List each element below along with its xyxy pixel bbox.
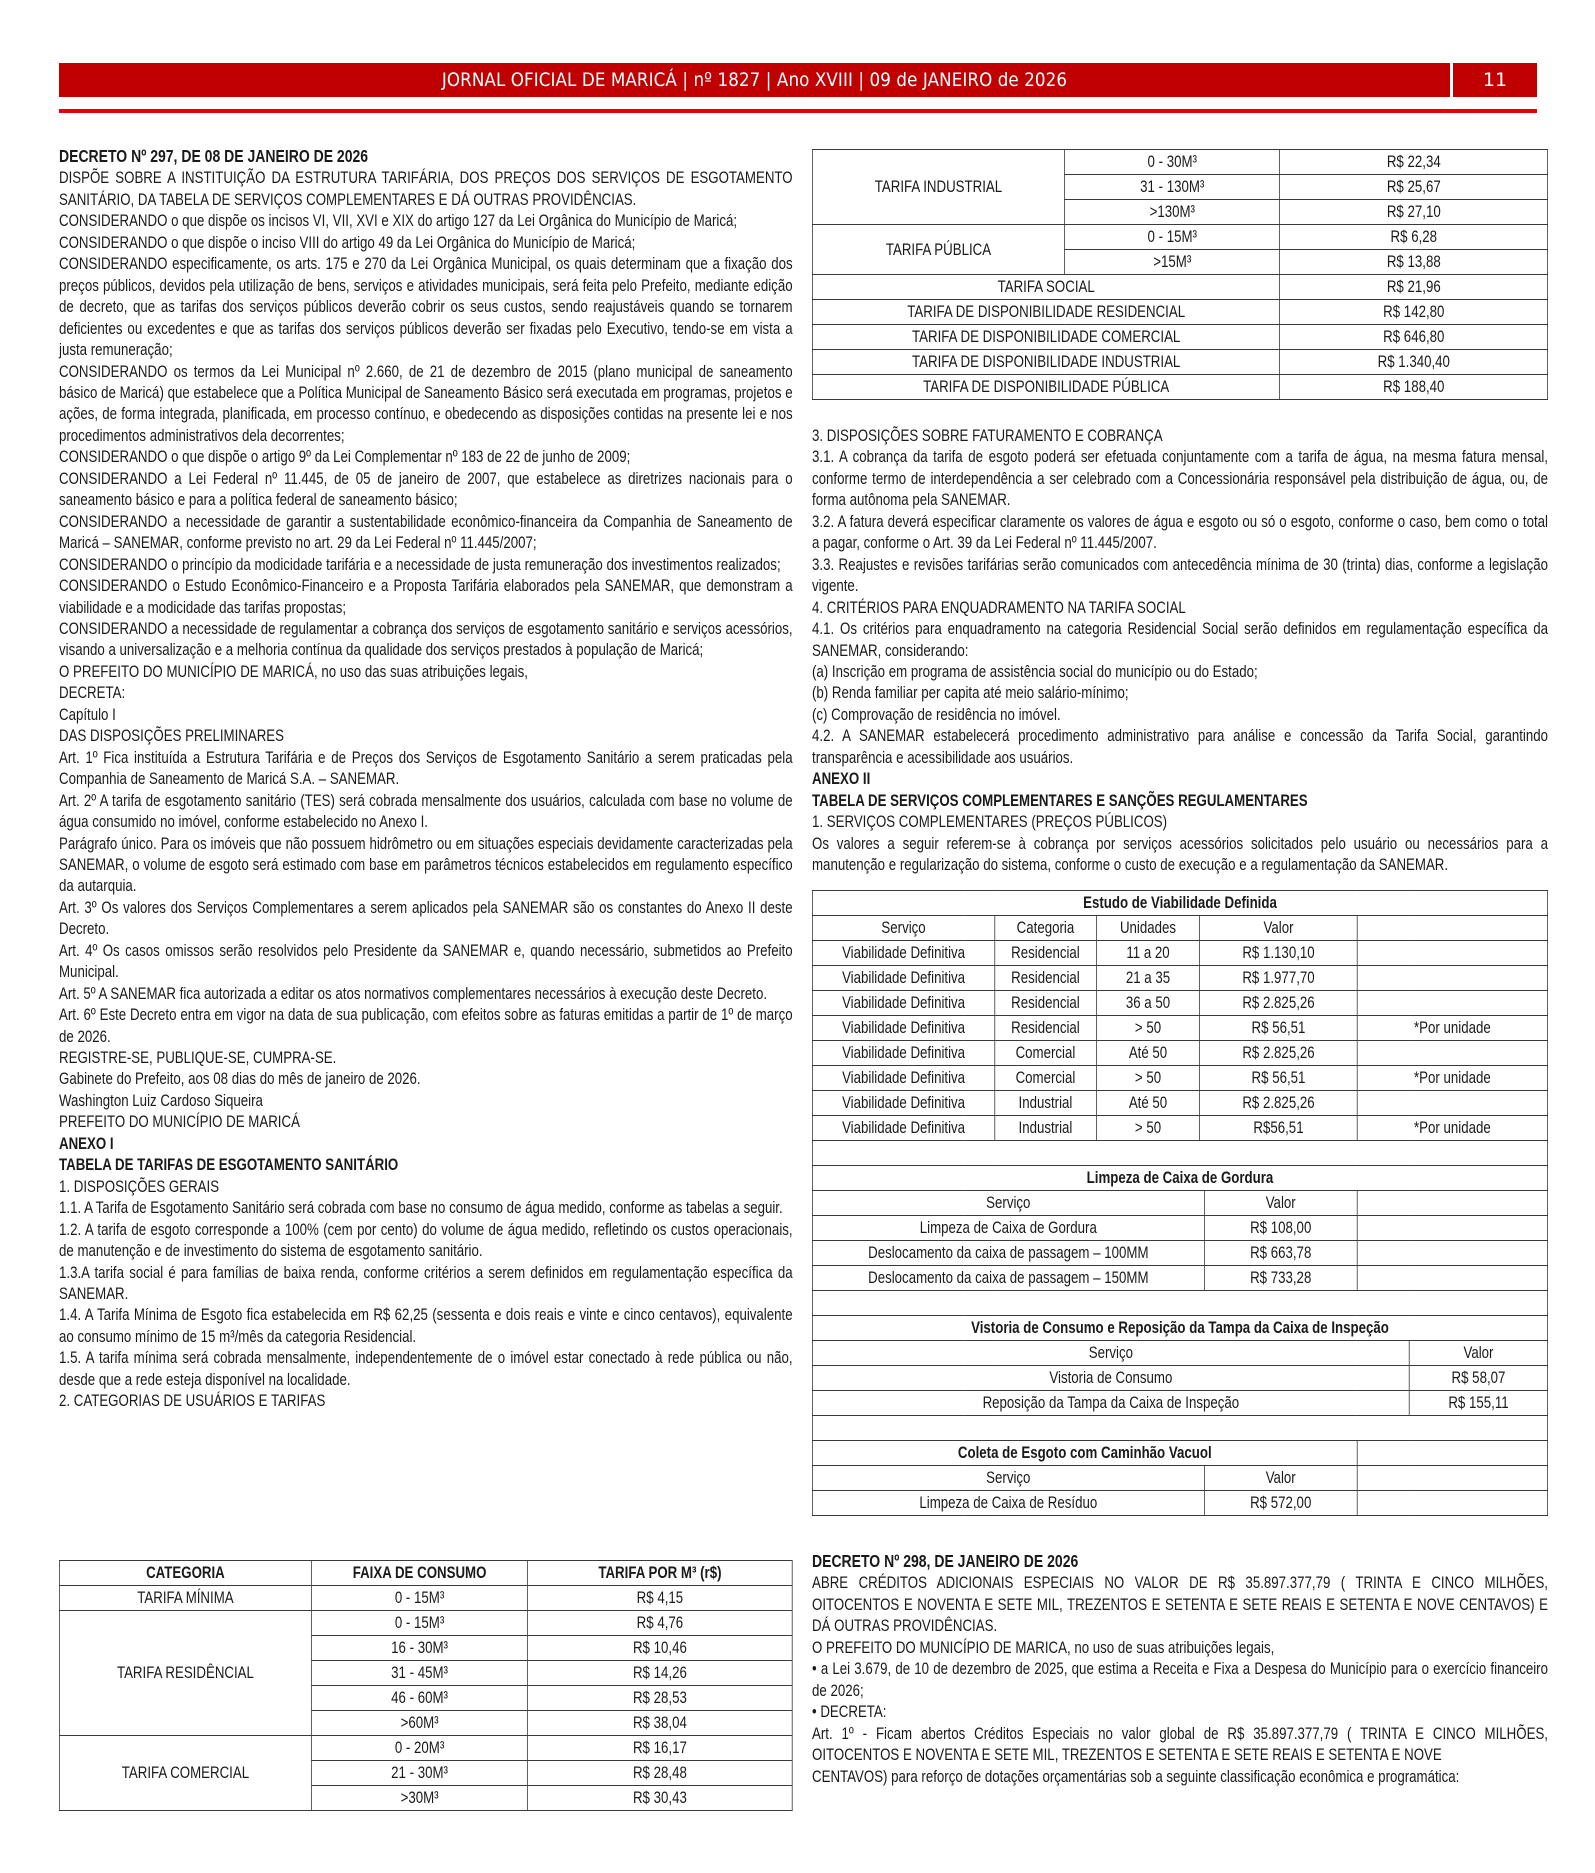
value-cell: R$ 28,53	[528, 1686, 793, 1711]
category-cell: TARIFA INDUSTRIAL	[812, 150, 1064, 225]
value-cell: R$ 16,17	[528, 1736, 793, 1761]
value-cell: R$ 572,00	[1204, 1491, 1357, 1516]
range-cell: 0 - 30M³	[1065, 150, 1280, 175]
paragraph: Art. 1º - Ficam abertos Créditos Especiais no valor global de R$ 35.897.377,79 ( TRINTA E CINCO MILHÕES, OITOCENTOS E NOVENTA E SETE MIL, TREZENTOS E SETENTA E SETE REAIS E SETENTA E NOVE	[812, 1723, 1548, 1765]
paragraph: CONSIDERANDO o princípio da modicidade tarifária e a necessidade de justa remuneração dos investimentos realizados;	[59, 554, 781, 574]
paragraph: REGISTRE-SE, PUBLIQUE-SE, CUMPRA-SE.	[59, 1048, 337, 1068]
paragraph: • a Lei 3.679, de 10 de dezembro de 2025, que estima a Receita e Fixa a Despesa do Município para o exercício financeiro de 2026;	[812, 1659, 1548, 1700]
annex-1-title: TABELA DE TARIFAS DE ESGOTAMENTO SANITÁRIO	[59, 1155, 399, 1175]
table-row	[812, 966, 1547, 991]
column-header: Serviço	[812, 1466, 1204, 1491]
category-cell: Comercial	[995, 1041, 1096, 1066]
section-title-row	[812, 1166, 1547, 1191]
service-cell: Deslocamento da caixa de passagem – 100MM	[812, 1241, 1204, 1266]
units-cell: 21 a 35	[1096, 966, 1200, 991]
empty-cell	[1357, 1216, 1547, 1241]
note-cell	[1357, 941, 1547, 966]
paragraph: CONSIDERANDO especificamente, os arts. 175 e 270 da Lei Orgânica Municipal, os quais determinam que a fixação dos preços públicos, devidos pela utilização de bens, serviços e atividades municipais, será feita pelo Prefeito, mediante edição de decreto, que as tarifas dos serviços públicos deverão cobrir os seus custos, sendo reajustáveis quando se tornarem deficientes ou excedentes e que as tarifas dos serviços públicos deverão ser fixadas pelo Executivo, tendo-se em vista a justa remuneração;	[59, 254, 793, 360]
value-cell: R$ 142,80	[1280, 300, 1548, 325]
range-cell: 0 - 15M³	[311, 1586, 527, 1611]
signatory-name: Washington Luiz Cardoso Siqueira	[59, 1090, 263, 1110]
section-title: Estudo de Viabilidade Definida	[812, 891, 1547, 916]
value-cell: R$ 10,46	[528, 1636, 793, 1661]
paragraph: O PREFEITO DO MUNICÍPIO DE MARICA, no uso de suas atribuições legais,	[812, 1637, 1275, 1657]
service-cell: Limpeza de Caixa de Resíduo	[812, 1491, 1204, 1516]
paragraph: 2. CATEGORIAS DE USUÁRIOS E TARIFAS	[59, 1391, 326, 1411]
service-cell: Viabilidade Definitiva	[812, 966, 994, 991]
units-cell: 36 a 50	[1096, 991, 1200, 1016]
left-column	[59, 146, 793, 1412]
paragraph: CENTAVOS) para reforço de dotações orçamentárias sob a seguinte classificação econômica e programática:	[812, 1766, 1460, 1786]
paragraph: DISPÕE SOBRE A INSTITUIÇÃO DA ESTRUTURA TARIFÁRIA, DOS PREÇOS DOS SERVIÇOS DE ESGOTAMENTO SANITÁRIO, DA TABELA DE SERVIÇOS COMPLEMENTARES E DÁ OUTRAS PROVIDÊNCIAS.	[59, 168, 793, 209]
value-cell: R$ 2.825,26	[1200, 991, 1357, 1016]
spacer-row	[812, 1416, 1547, 1441]
note-cell: *Por unidade	[1357, 1116, 1547, 1141]
category-cell: Residencial	[995, 1016, 1096, 1041]
empty-cell	[1357, 1441, 1547, 1466]
paragraph: 1.4. A Tarifa Mínima de Esgoto fica estabelecida em R$ 62,25 (sessenta e dois reais e vinte e cinco centavos), equivalente ao consumo mínimo de 15 m³/mês da categoria Residencial.	[59, 1305, 793, 1346]
empty-cell	[812, 1416, 1547, 1441]
table-row	[812, 150, 1547, 175]
range-cell: 0 - 15M³	[311, 1611, 527, 1636]
column-header: Valor	[1204, 1191, 1357, 1216]
table-row	[812, 300, 1547, 325]
note-cell	[1357, 966, 1547, 991]
paragraph: CONSIDERANDO os termos da Lei Municipal nº 2.660, de 21 de dezembro de 2015 (plano municipal de saneamento básico de Maricá) que estabelece que a Política Municipal de Saneamento Básico será executada em programas, projetos e ações, de forma integrada, planificada, em processo contínuo, e obedecendo as disposições contidas na presente lei e nos procedimentos administrativos dela decorrentes;	[59, 361, 793, 445]
value-cell: R$ 1.977,70	[1200, 966, 1357, 991]
category-cell: TARIFA DE DISPONIBILIDADE PÚBLICA	[812, 375, 1280, 400]
spacer-row	[812, 1141, 1547, 1166]
paragraph: DAS DISPOSIÇÕES PRELIMINARES	[59, 726, 284, 746]
table-row	[812, 1491, 1547, 1516]
category-cell: TARIFA DE DISPONIBILIDADE RESIDENCIAL	[812, 300, 1280, 325]
paragraph: 1. SERVIÇOS COMPLEMENTARES (PREÇOS PÚBLICOS)	[812, 812, 1168, 832]
page-number: 11	[1453, 63, 1537, 97]
category-cell: Industrial	[995, 1116, 1096, 1141]
service-cell: Limpeza de Caixa de Gordura	[812, 1216, 1204, 1241]
decree-298-title: DECRETO Nº 298, DE JANEIRO DE 2026	[812, 1551, 1079, 1571]
column-header: FAIXA DE CONSUMO	[311, 1561, 527, 1586]
decree-298	[812, 1551, 1548, 1787]
paragraph: CONSIDERANDO o que dispõe os incisos VI, VII, XVI e XIX do artigo 127 da Lei Orgânica do Município de Maricá;	[59, 211, 738, 231]
table-row	[812, 1266, 1547, 1291]
value-cell: R$ 30,43	[528, 1786, 793, 1811]
value-cell: R$ 4,15	[528, 1586, 793, 1611]
paragraph: CONSIDERANDO o que dispõe o inciso VIII do artigo 49 da Lei Orgânica do Município de Maricá;	[59, 232, 636, 252]
paragraph: (b) Renda familiar per capita até meio salário-mínimo;	[812, 683, 1129, 703]
units-cell: > 50	[1096, 1116, 1200, 1141]
table-row	[812, 1041, 1547, 1066]
table-row	[59, 1586, 792, 1611]
units-cell: > 50	[1096, 1016, 1200, 1041]
column-header	[1357, 1466, 1547, 1491]
value-cell: R$ 188,40	[1280, 375, 1548, 400]
category-cell: TARIFA RESIDÊNCIAL	[59, 1611, 311, 1736]
masthead-rule	[59, 109, 1537, 113]
table-header-row	[812, 1191, 1547, 1216]
value-cell: R$ 4,76	[528, 1611, 793, 1636]
value-cell: R$ 1.130,10	[1200, 941, 1357, 966]
paragraph: DECRETA:	[59, 683, 126, 703]
paragraph: CONSIDERANDO o que dispõe o artigo 9º da Lei Complementar nº 183 de 22 de junho de 2009;	[59, 447, 631, 467]
annex-1-label: ANEXO I	[59, 1133, 114, 1153]
paragraph: CONSIDERANDO a necessidade de regulamentar a cobrança dos serviços de esgotamento sanitário e serviços acessórios, visando a universalização e a melhoria contínua da qualidade dos serviços prestados à população de Maricá;	[59, 618, 793, 660]
table-header-row	[812, 1341, 1547, 1366]
column-header: Valor	[1200, 916, 1357, 941]
paragraph: 1.2. A tarifa de esgoto corresponde a 100% (cem por cento) do volume de água medido, refletindo os custos operacionais, de manutenção e de investimento do sistema de esgotamento sanitário.	[59, 1219, 793, 1261]
value-cell: R$ 2.825,26	[1200, 1041, 1357, 1066]
table-row	[812, 1241, 1547, 1266]
paragraph: Art. 3º Os valores dos Serviços Complementares a serem aplicados pela SANEMAR são os constantes do Anexo II deste Decreto.	[59, 897, 793, 939]
paragraph: Art. 5º A SANEMAR fica autorizada a editar os atos normativos complementares necessários à execução deste Decreto.	[59, 983, 768, 1003]
paragraph: 3. DISPOSIÇÕES SOBRE FATURAMENTO E COBRANÇA	[812, 426, 1163, 445]
table-row	[812, 350, 1547, 375]
category-cell: Residencial	[995, 966, 1096, 991]
paragraph: Capítulo I	[59, 704, 116, 724]
paragraph: CONSIDERANDO o Estudo Econômico-Financeiro e a Proposta Tarifária elaborados pela SANEMAR, que demonstram a viabilidade e a modicidade das tarifas propostas;	[59, 576, 793, 617]
column-header: TARIFA POR M³ (r$)	[528, 1561, 793, 1586]
service-cell: Viabilidade Definitiva	[812, 1041, 994, 1066]
range-cell: 46 - 60M³	[311, 1686, 527, 1711]
table-header-row	[812, 1466, 1547, 1491]
table-row	[59, 1611, 792, 1636]
service-cell: Viabilidade Definitiva	[812, 941, 994, 966]
table-row	[812, 1216, 1547, 1241]
value-cell: R$ 733,28	[1204, 1266, 1357, 1291]
column-header: Valor	[1204, 1466, 1357, 1491]
service-cell: Viabilidade Definitiva	[812, 991, 994, 1016]
paragraph: CONSIDERANDO a necessidade de garantir a sustentabilidade econômico-financeira da Companhia de Saneamento de Maricá – SANEMAR, conforme previsto no art. 29 da Lei Federal nº 11.445/2007;	[59, 511, 793, 553]
range-cell: 16 - 30M³	[311, 1636, 527, 1661]
table-row	[812, 1091, 1547, 1116]
value-cell: R$ 28,48	[528, 1761, 793, 1786]
paragraph: (c) Comprovação de residência no imóvel.	[812, 704, 1061, 724]
value-cell: R$ 38,04	[528, 1711, 793, 1736]
paragraph: Art. 1º Fica instituída a Estrutura Tarifária e de Preços dos Serviços de Esgotamento Sanitário a serem praticadas pela Companhia de Saneamento de Maricá S.A. – SANEMAR.	[59, 747, 793, 789]
value-cell: R$ 13,88	[1280, 250, 1548, 275]
note-cell: *Por unidade	[1357, 1066, 1547, 1091]
spacer-row	[812, 1291, 1547, 1316]
service-cell: Viabilidade Definitiva	[812, 1116, 994, 1141]
service-cell: Viabilidade Definitiva	[812, 1091, 994, 1116]
column-header: Categoria	[995, 916, 1096, 941]
units-cell: > 50	[1096, 1066, 1200, 1091]
column-header	[1357, 916, 1547, 941]
value-cell: R$ 1.340,40	[1280, 350, 1548, 375]
table-row	[812, 1116, 1547, 1141]
paragraph: Parágrafo único. Para os imóveis que não possuem hidrômetro ou em situações especiais devidamente caracterizadas pela SANEMAR, o volume de esgoto será estimado com base em parâmetros técnicos estabelecidos em regulamento específico da autarquia.	[59, 833, 793, 896]
paragraph: • DECRETA:	[812, 1702, 887, 1722]
range-cell: >60M³	[311, 1711, 527, 1736]
table-row	[59, 1736, 792, 1761]
masthead-title: JORNAL OFICIAL DE MARICÁ | nº 1827 | Ano XVIII | 09 de JANEIRO de 2026	[441, 69, 1068, 91]
category-cell: Comercial	[995, 1066, 1096, 1091]
category-cell: Residencial	[995, 991, 1096, 1016]
decree-297-body	[59, 167, 793, 1132]
value-cell: R$ 56,51	[1200, 1066, 1357, 1091]
units-cell: Até 50	[1096, 1041, 1200, 1066]
column-header: CATEGORIA	[59, 1561, 311, 1586]
complementary-services-table	[812, 890, 1548, 1516]
table-row	[812, 1066, 1547, 1091]
column-header	[1357, 1191, 1547, 1216]
service-cell: Deslocamento da caixa de passagem – 150MM	[812, 1266, 1204, 1291]
range-cell: 31 - 130M³	[1065, 175, 1280, 200]
value-cell: R$ 155,11	[1409, 1391, 1547, 1416]
table-row	[812, 275, 1547, 300]
column-header: Serviço	[812, 1341, 1409, 1366]
value-cell: R$ 663,78	[1204, 1241, 1357, 1266]
value-cell: R$ 56,51	[1200, 1016, 1357, 1041]
category-cell: TARIFA COMERCIAL	[59, 1736, 311, 1811]
paragraph: 4. CRITÉRIOS PARA ENQUADRAMENTO NA TARIFA SOCIAL	[812, 597, 1186, 617]
section-title-row	[812, 1441, 1547, 1466]
value-cell: R$ 58,07	[1409, 1366, 1547, 1391]
service-cell: Viabilidade Definitiva	[812, 1066, 994, 1091]
paragraph: Art. 6º Este Decreto entra em vigor na data de sua publicação, com efeitos sobre as faturas emitidas a partir de 1º de março de 2026.	[59, 1005, 793, 1046]
value-cell: R$ 6,28	[1280, 225, 1548, 250]
table-row	[812, 941, 1547, 966]
paragraph: 3.2. A fatura deverá especificar claramente os valores de água e esgoto ou só o esgoto, conforme o caso, bem como o total a pagar, conforme o Art. 39 da Lei Federal nº 11.445/2007.	[812, 511, 1548, 553]
tariff-table-part-1	[59, 1560, 793, 1811]
value-cell: R$56,51	[1200, 1116, 1357, 1141]
empty-cell	[812, 1291, 1547, 1316]
service-cell: Reposição da Tampa da Caixa de Inspeção	[812, 1391, 1409, 1416]
note-cell: *Por unidade	[1357, 1016, 1547, 1041]
value-cell: R$ 646,80	[1280, 325, 1548, 350]
column-header: Serviço	[812, 916, 994, 941]
value-cell: R$ 108,00	[1204, 1216, 1357, 1241]
service-cell: Vistoria de Consumo	[812, 1366, 1409, 1391]
category-cell: Industrial	[995, 1091, 1096, 1116]
table-row	[812, 1016, 1547, 1041]
range-cell: >130M³	[1065, 200, 1280, 225]
value-cell: R$ 22,34	[1280, 150, 1548, 175]
column-header: Serviço	[812, 1191, 1204, 1216]
service-cell: Viabilidade Definitiva	[812, 1016, 994, 1041]
paragraph: 4.1. Os critérios para enquadramento na categoria Residencial Social serão definidos em regulamentação específica da SANEMAR, considerando:	[812, 619, 1548, 660]
range-cell: >15M³	[1065, 250, 1280, 275]
table-row	[812, 325, 1547, 350]
paragraph: Art. 2º A tarifa de esgotamento sanitário (TES) será cobrada mensalmente dos usuários, calculada com base no volume de água consumido no imóvel, conforme estabelecido no Anexo I.	[59, 790, 793, 832]
empty-cell	[1357, 1491, 1547, 1516]
units-cell: Até 50	[1096, 1091, 1200, 1116]
table-row	[812, 1391, 1547, 1416]
section-title-row	[812, 1316, 1547, 1341]
note-cell	[1357, 1041, 1547, 1066]
column-header: Unidades	[1096, 916, 1200, 941]
value-cell: R$ 25,67	[1280, 175, 1548, 200]
table-row	[812, 375, 1547, 400]
paragraph: 1. DISPOSIÇÕES GERAIS	[59, 1176, 220, 1196]
paragraph: O PREFEITO DO MUNICÍPIO DE MARICÁ, no uso das suas atribuições legais,	[59, 661, 528, 681]
range-cell: 21 - 30M³	[311, 1761, 527, 1786]
paragraph: 1.3.A tarifa social é para famílias de baixa renda, conforme critérios a serem definidos em regulamentação específica da SANEMAR.	[59, 1262, 793, 1304]
table-row	[812, 1366, 1547, 1391]
table-row	[812, 225, 1547, 250]
table-header-row	[812, 916, 1547, 941]
value-cell: R$ 2.825,26	[1200, 1091, 1357, 1116]
range-cell: 31 - 45M³	[311, 1661, 527, 1686]
range-cell: 0 - 20M³	[311, 1736, 527, 1761]
section-title: Limpeza de Caixa de Gordura	[812, 1166, 1547, 1191]
paragraph: 1.5. A tarifa mínima será cobrada mensalmente, independentemente de o imóvel estar conectado à rede pública ou não, desde que a rede esteja disponível na localidade.	[59, 1348, 793, 1389]
paragraph: Art. 4º Os casos omissos serão resolvidos pelo Presidente da SANEMAR e, quando necessário, submetidos ao Prefeito Municipal.	[59, 940, 793, 982]
category-cell: TARIFA DE DISPONIBILIDADE COMERCIAL	[812, 325, 1280, 350]
paragraph: 3.1. A cobrança da tarifa de esgoto poderá ser efetuada conjuntamente com a tarifa de água, na mesma fatura mensal, conforme termo de interdependência a ser celebrado com a Concessionária responsável pela distribuição de água, ou, de forma autônoma pela SANEMAR.	[812, 447, 1548, 510]
column-header: Valor	[1409, 1341, 1547, 1366]
right-column	[812, 425, 1548, 876]
value-cell: R$ 14,26	[528, 1661, 793, 1686]
annex-2-title: TABELA DE SERVIÇOS COMPLEMENTARES E SANÇÕES REGULAMENTARES	[812, 790, 1308, 810]
category-cell: Residencial	[995, 941, 1096, 966]
paragraph: Os valores a seguir referem-se à cobrança por serviços acessórios solicitados pelo usuário ou necessários para a manutenção e regularização do sistema, conforme o custo de execução e a regulamentação da SANEMAR.	[812, 833, 1548, 875]
paragraph: (a) Inscrição em programa de assistência social do município ou do Estado;	[812, 661, 1258, 681]
signatory-title: PREFEITO DO MUNICÍPIO DE MARICÁ	[59, 1112, 300, 1132]
value-cell: R$ 27,10	[1280, 200, 1548, 225]
category-cell: TARIFA MÍNIMA	[59, 1586, 311, 1611]
paragraph: 1.1. A Tarifa de Esgotamento Sanitário será cobrada com base no consumo de água medido, conforme as tabelas a seguir.	[59, 1198, 783, 1218]
section-title: Vistoria de Consumo e Reposição da Tampa da Caixa de Inspeção	[812, 1316, 1547, 1341]
units-cell: 11 a 20	[1096, 941, 1200, 966]
paragraph: CONSIDERANDO a Lei Federal nº 11.445, de 05 de janeiro de 2007, que estabelece as diretrizes nacionais para o saneamento básico e para a política federal de saneamento básico;	[59, 468, 793, 510]
paragraph: Gabinete do Prefeito, aos 08 dias do mês de janeiro de 2026.	[59, 1069, 421, 1089]
category-cell: TARIFA PÚBLICA	[812, 225, 1064, 275]
paragraph: 4.2. A SANEMAR estabelecerá procedimento administrativo para análise e concessão da Tarifa Social, garantindo transparência e acessibilidade aos usuários.	[812, 726, 1548, 767]
masthead-bar	[59, 63, 1450, 97]
note-cell	[1357, 1091, 1547, 1116]
decree-297-title: DECRETO Nº 297, DE 08 DE JANEIRO DE 2026	[59, 146, 369, 166]
paragraph: 3.3. Reajustes e revisões tarifárias serão comunicados com antecedência mínima de 30 (trinta) dias, conforme a legislação vigente.	[812, 554, 1548, 596]
category-cell: TARIFA DE DISPONIBILIDADE INDUSTRIAL	[812, 350, 1280, 375]
category-cell: TARIFA SOCIAL	[812, 275, 1280, 300]
empty-cell	[1357, 1241, 1547, 1266]
note-cell	[1357, 991, 1547, 1016]
section-title-row	[812, 891, 1547, 916]
table-row	[812, 991, 1547, 1016]
tariff-table-part-2	[812, 149, 1548, 400]
range-cell: 0 - 15M³	[1065, 225, 1280, 250]
range-cell: >30M³	[311, 1786, 527, 1811]
section-title: Coleta de Esgoto com Caminhão Vacuol	[812, 1441, 1357, 1466]
value-cell: R$ 21,96	[1280, 275, 1548, 300]
annex-2-label: ANEXO II	[812, 769, 871, 789]
empty-cell	[812, 1141, 1547, 1166]
table-header-row	[59, 1561, 792, 1586]
empty-cell	[1357, 1266, 1547, 1291]
paragraph: ABRE CRÉDITOS ADICIONAIS ESPECIAIS NO VALOR DE R$ 35.897.377,79 ( TRINTA E CINCO MILHÕES, OITOCENTOS E NOVENTA E SETE MIL, TREZENTOS E SETENTA E SETE REAIS E SETENTA E NOVE CENTAVOS) E DÁ OUTRAS PROVIDÊNCIAS.	[812, 1573, 1548, 1636]
